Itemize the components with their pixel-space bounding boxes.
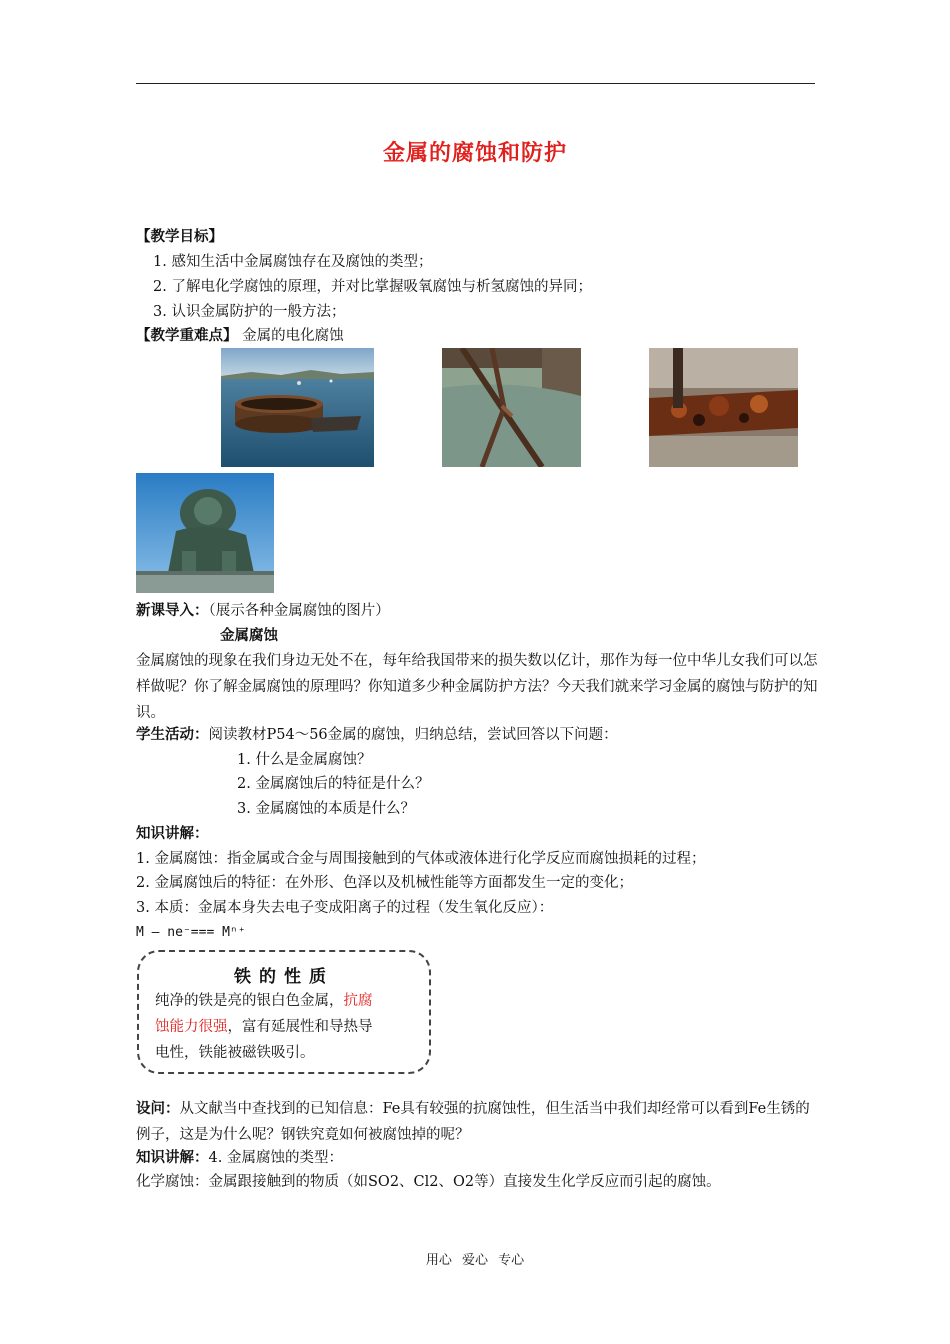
- iron-box-line1: 纯净的铁是亮的银白色金属，: [155, 993, 344, 1009]
- question-text: 从文献当中查找到的已知信息：Fe具有较强的抗腐蚀性，但生活当中我们却经常可以看到Fe生锈的例子，这是为什么呢？钢铁究竟如何被腐蚀掉的呢？: [136, 1101, 810, 1143]
- iron-box-text: [155, 988, 417, 1066]
- ship-wreck-photo: [221, 348, 374, 467]
- activity-line: [136, 725, 618, 745]
- iron-properties-box: [137, 950, 431, 1074]
- corrosion-equation: M – ne⁻=== Mⁿ⁺: [136, 925, 246, 940]
- knowledge-item: 2. 金属腐蚀后的特征：在外形、色泽以及机械性能等方面都发生一定的变化；: [136, 875, 633, 891]
- iron-box-line2: ，富有延展性和导热导: [227, 1019, 373, 1035]
- intro-line: [136, 601, 390, 621]
- objective-item: 3. 认识金属防护的一般方法；: [153, 304, 346, 320]
- question-paragraph: [136, 1096, 818, 1148]
- activity-text: 阅读教材P54～56金属的腐蚀，归纳总结，尝试回答以下问题：: [208, 727, 618, 743]
- knowledge2-text: 4. 金属腐蚀的类型：: [208, 1150, 343, 1166]
- activity-question: 3. 金属腐蚀的本质是什么？: [237, 801, 415, 817]
- knowledge-item: 1. 金属腐蚀：指金属或合金与周围接触到的气体或液体进行化学反应而腐蚀损耗的过程；: [136, 851, 706, 867]
- iron-box-highlight: 抗腐: [343, 993, 373, 1009]
- knowledge-item: 3. 本质：金属本身失去电子变成阳离子的过程（发生氧化反应）：: [136, 900, 554, 916]
- page-footer: 用心 爱心 专心: [425, 1253, 525, 1268]
- key-points-text: 金属的电化腐蚀: [237, 328, 344, 344]
- intro-label: 新课导入：: [136, 602, 209, 619]
- activity-label: 学生活动：: [136, 726, 209, 743]
- iron-box-highlight: 蚀能力很强: [155, 1019, 228, 1035]
- knowledge-label: 知识讲解：: [136, 825, 209, 842]
- objective-item: 1. 感知生活中金属腐蚀存在及腐蚀的类型；: [153, 254, 433, 270]
- page-title: 金属的腐蚀和防护: [382, 141, 567, 166]
- bronze-lion-photo: [136, 473, 274, 593]
- activity-question: 2. 金属腐蚀后的特征是什么？: [237, 776, 430, 792]
- knowledge2-label: 知识讲解：: [136, 1149, 209, 1166]
- key-points-heading: 【教学重难点】: [136, 327, 238, 344]
- activity-question: 1. 什么是金属腐蚀？: [237, 752, 372, 768]
- key-points: [136, 326, 344, 346]
- objectives-heading: 【教学目标】: [136, 228, 223, 245]
- rusted-metal-photo: [649, 348, 798, 467]
- intro-text: （展示各种金属腐蚀的图片）: [208, 603, 390, 619]
- iron-box-line3: 电性，铁能被磁铁吸引。: [155, 1045, 315, 1061]
- rusty-chain-photo: [442, 348, 581, 467]
- header-rule: [136, 83, 815, 84]
- intro-subheading: 金属腐蚀: [220, 627, 278, 644]
- knowledge2-line: [136, 1148, 343, 1168]
- objective-item: 2. 了解电化学腐蚀的原理，并对比掌握吸氧腐蚀与析氢腐蚀的异同；: [153, 279, 592, 295]
- iron-box-title: 铁的性质: [234, 967, 334, 987]
- chemical-corrosion: 化学腐蚀：金属跟接触到的物质（如SO2、Cl2、O2等）直接发生化学反应而引起的腐蚀。: [136, 1174, 721, 1190]
- question-label: 设问：: [136, 1100, 180, 1117]
- intro-paragraph: 金属腐蚀的现象在我们身边无处不在，每年给我国带来的损失数以亿计，那作为每一位中华儿女我们可以怎样做呢？你了解金属腐蚀的原理吗？你知道多少种金属防护方法？今天我们就来学习金属的腐蚀与防护的知识。: [136, 653, 818, 721]
